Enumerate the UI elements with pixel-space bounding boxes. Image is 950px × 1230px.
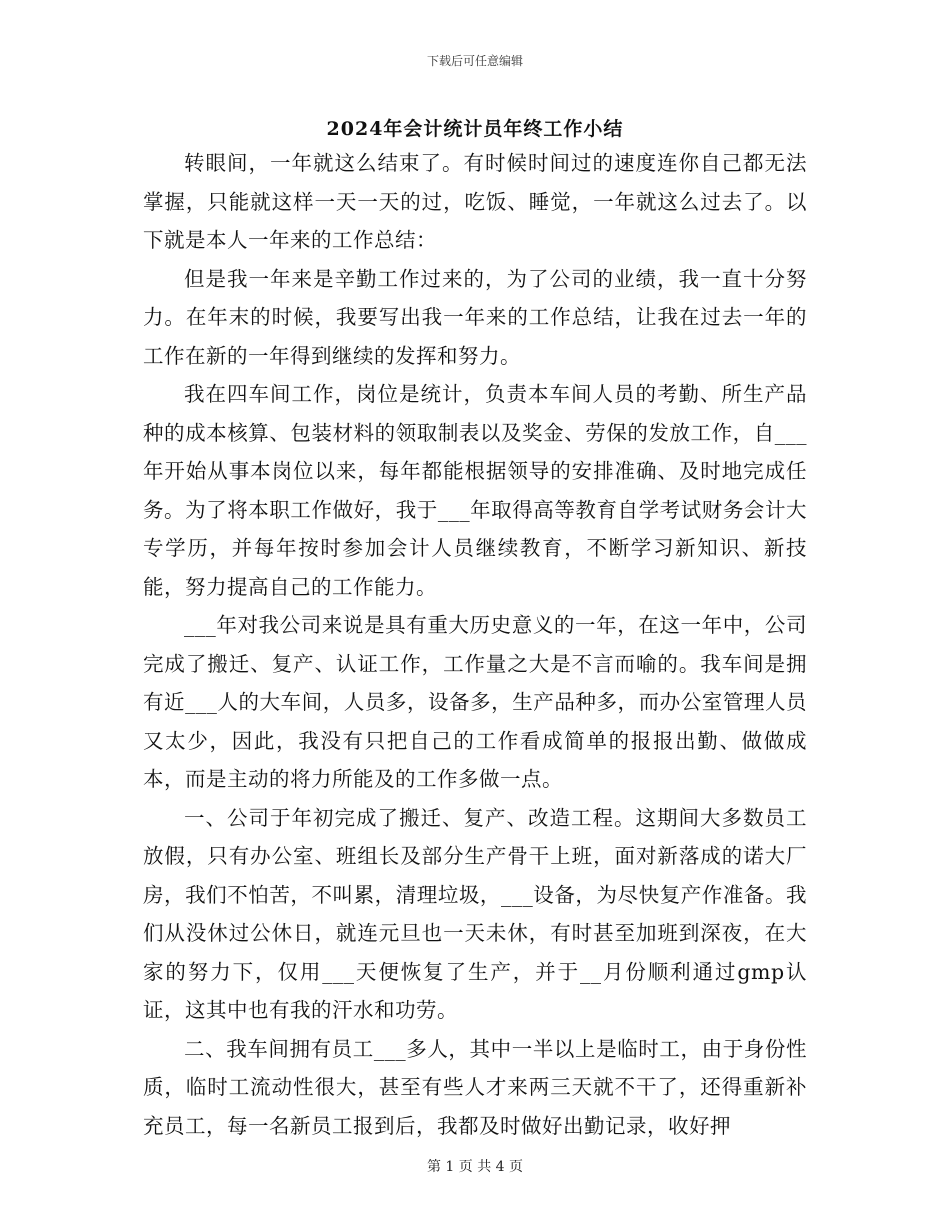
document-title: 2024年会计统计员年终工作小结 (326, 118, 624, 140)
page-number: 第 1 页 共 4 页 (426, 1159, 524, 1175)
header-note: 下载后可任意编辑 (426, 54, 523, 68)
paragraph-role: 我在四车间工作，岗位是统计，负责本车间人员的考勤、所生产品种的成本核算、包装材料的领取制表以及奖金、劳保的发放工作，自___年开始从事本岗位以来，每年都能根据领导的安排准确、及时地完成任务。为了将本职工作做好，我于___年取得高等教育自学考试财务会计大专学历，并每年按时参加会计人员继续教育，不断学习新知识、新技能，努力提高自己的工作能力。 (143, 382, 807, 599)
paragraph-intro: 转眼间，一年就这么结束了。有时候时间过的速度连你自己都无法掌握，只能就这样一天一天的过，吃饭、睡觉，一年就这么过去了。以下就是本人一年来的工作总结： (143, 151, 807, 252)
paragraph-item-one: 一、公司于年初完成了搬迁、复产、改造工程。这期间大多数员工放假，只有办公室、班组长及部分生产骨干上班，面对新落成的诺大厂房，我们不怕苦，不叫累，清理垃圾，___设备，为尽快复产作准备。我们从没休过公休日，就连元旦也一天未休，有时甚至加班到深夜，在大家的努力下，仅用___天便恢复了生产，并于__月份顺利通过gmp认证，这其中也有我的汗水和功劳。 (143, 805, 807, 1022)
paragraph-year-significance: ___年对我公司来说是具有重大历史意义的一年，在这一年中，公司完成了搬迁、复产、认证工作，工作量之大是不言而喻的。我车间是拥有近___人的大车间，人员多，设备多，生产品种多，而办公室管理人员又太少，因此，我没有只把自己的工作看成简单的报报出勤、做做成本，而是主动的将力所能及的工作多做一点。 (143, 613, 807, 791)
document-body (143, 144, 807, 1145)
paragraph-item-two: 二、我车间拥有员工___多人，其中一半以上是临时工，由于身份性质，临时工流动性很大，甚至有些人才来两三天就不干了，还得重新补充员工，每一名新员工报到后，我都及时做好出勤记录，收好押 (143, 1036, 807, 1138)
paragraph-effort: 但是我一年来是辛勤工作过来的，为了公司的业绩，我一直十分努力。在年末的时候，我要写出我一年来的工作总结，让我在过去一年的工作在新的一年得到继续的发挥和努力。 (143, 266, 807, 368)
